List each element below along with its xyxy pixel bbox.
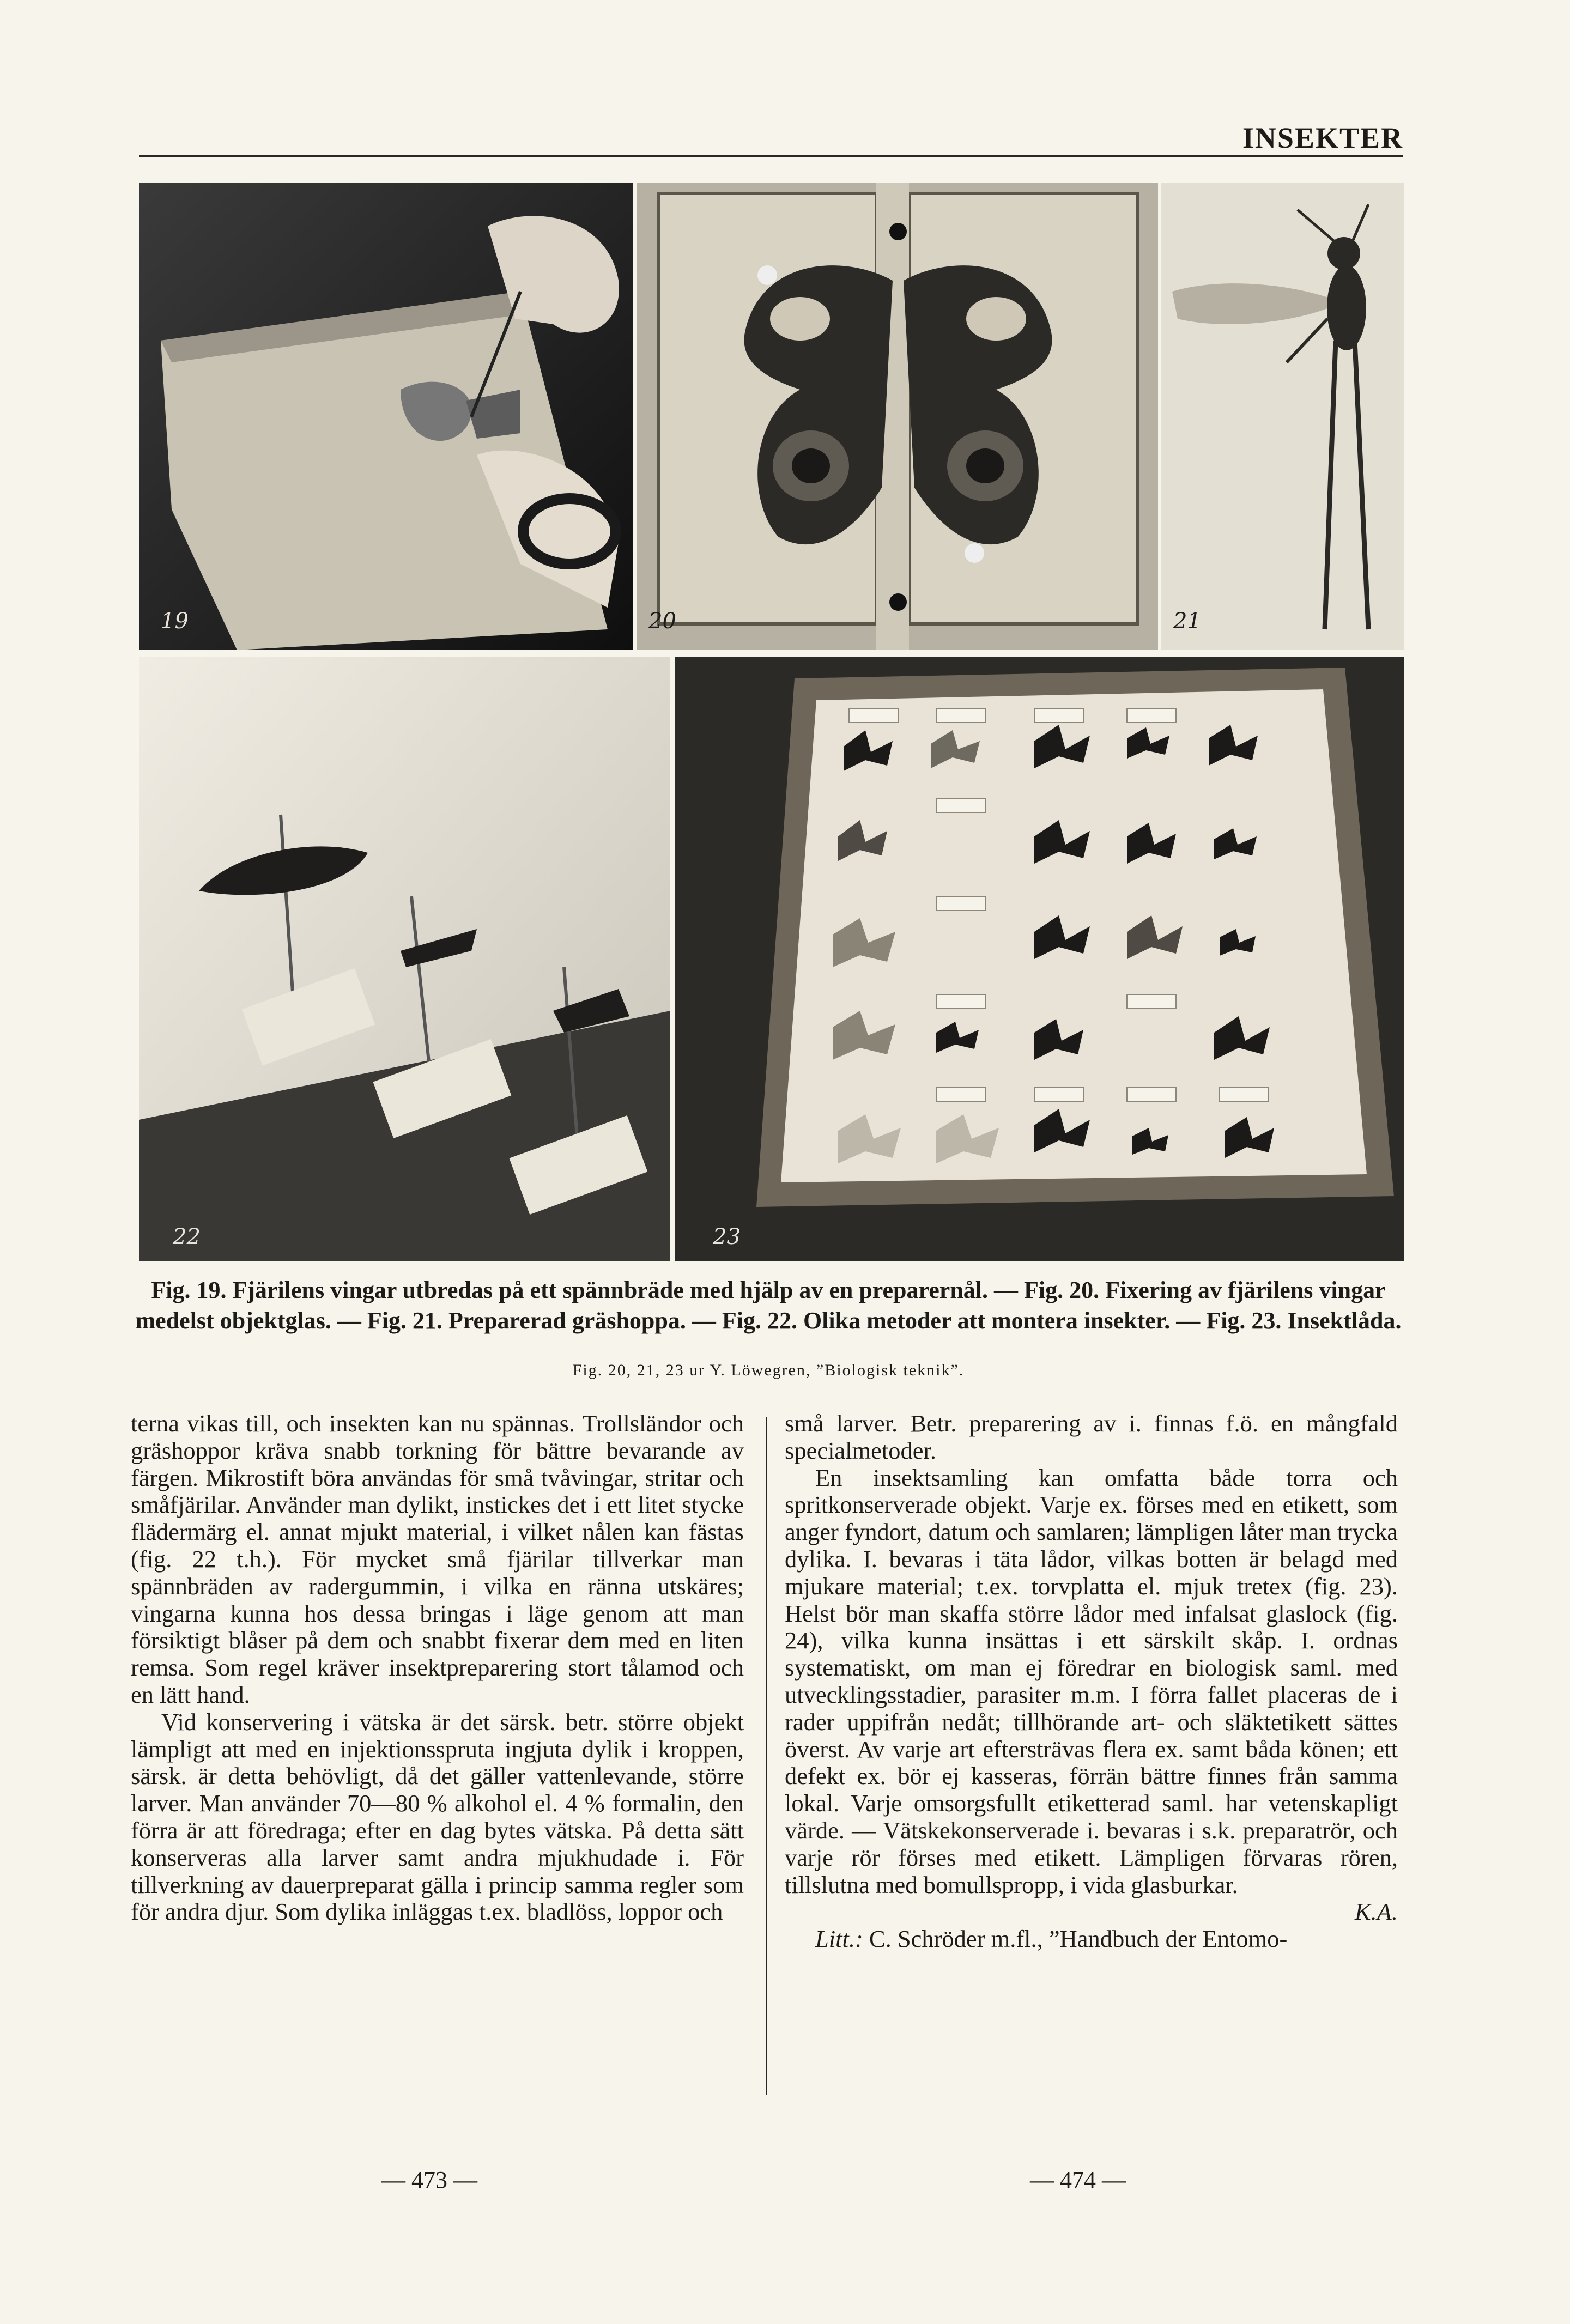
figure-22 <box>139 657 670 1261</box>
figure-20-image <box>637 183 1158 650</box>
author-signature: K.A. <box>1354 1898 1398 1926</box>
figure-23 <box>675 657 1404 1261</box>
right-paragraph-2: En insektsamling kan omfatta både torra och spritkonserverade objekt. Varje ex. förses med en etikett, som anger fyndort, datum och samlaren; lämpligen låter man trycka dylika. I. bevaras i täta lådor, vilkas botten är belagd med mjukare material; t.ex. torvplatta el. mjuk tretex (fig. 23). Helst bör man skaffa större lådor med infalsat glaslock (fig. 24), vilka kunna insättas i ett särskilt skåp. I. ordnas systematiskt, om man ej föredrar en biologisk saml. med utvecklingsstadier, parasiter m.m. I förra fallet placeras de i rader uppifrån nedåt; tillhörande art- och släktetikett sättes överst. Av varje art eftersträvas flera ex. samt båda könen; ett defekt ex. bör ej kasseras, förrän bättre finnes från samma lokal. Varje omsorgsfullt etiketterad saml. har vetenskapligt värde. — Vätskekonserverade i. bevaras i s.k. preparatrör, och varje rör förses med etikett. Lämpligen förvaras rören, tillslutna med bomullspropp, i vida glasburkar. <box>785 1464 1398 1898</box>
figure-21-image <box>1161 183 1404 650</box>
figure-21 <box>1161 183 1404 650</box>
page-number-left: — 473 — <box>381 2167 477 2193</box>
column-divider <box>766 1417 767 2095</box>
figure-credit: Fig. 20, 21, 23 ur Y. Löwegren, ”Biologisk teknik”. <box>572 1361 965 1379</box>
figure-19 <box>139 183 633 650</box>
figure-19-image <box>139 183 633 650</box>
page-number-right: — 474 — <box>1030 2167 1126 2193</box>
right-column <box>785 1410 1398 1953</box>
figure-20 <box>637 183 1158 650</box>
figure-23-image <box>675 657 1404 1261</box>
literature-label: Litt.: <box>815 1925 863 1953</box>
right-paragraph-1: små larver. Betr. preparering av i. finnas f.ö. en mångfald specialmetoder. <box>785 1410 1398 1464</box>
literature-reference <box>785 1926 1398 1953</box>
figure-21-number: 21 <box>1173 609 1201 634</box>
figure-20-number: 20 <box>648 609 676 634</box>
figure-19-number: 19 <box>161 609 189 634</box>
left-paragraph-2: Vid konservering i vätska är det särsk. betr. större objekt lämpligt att med en injektionsspruta ingjuta dylik i kroppen, särsk. är detta behövligt, då det gäller vattenlevande, större larver. Man använder 70—80 % alkohol el. 4 % formalin, den förra är att föredraga; efter en dag bytes vätska. På detta sätt konserveras alla larver samt andra mjukhudade i. För tillverkning av dauerpreparat gälla i princip samma regler som för andra djur. Som dylika inläggas t.ex. bladlöss, loppor och <box>131 1708 744 1926</box>
literature-text: C. Schröder m.fl., ”Handbuch der Entomo- <box>869 1925 1288 1953</box>
figure-22-number: 22 <box>173 1224 201 1249</box>
figure-23-number: 23 <box>713 1224 741 1249</box>
running-head: INSEKTER <box>1242 122 1403 154</box>
figure-22-image <box>139 657 670 1261</box>
left-paragraph-1: terna vikas till, och insekten kan nu spännas. Trollsländor och gräshoppor kräva snabb torkning för bättre bevarande av färgen. Mikrostift böra användas för små tvåvingar, stritar och småfjärilar. Använder man dylikt, instickes det i ett litet stycke flädermärg el. annat mjukt material, i vilket nålen kan fästas (fig. 22 t.h.). För mycket små fjärilar tillverkar man spännbräden av radergummin, i vilka en ränna utskäres; vingarna kunna hos dessa bringas i läge genom att man försiktigt blåser på dem och snabbt fixerar dem med en liten remsa. Som regel kräver insektpreparering stort tålamod och en lätt hand. <box>131 1410 744 1708</box>
header-rule <box>139 155 1403 157</box>
figure-caption: Fig. 19. Fjärilens vingar utbredas på ett spännbräde med hjälp av en preparernål. — Fig. 20. Fixering av fjärilens vingar medelst objektglas. — Fig. 21. Preparerad gräshoppa. — Fig. 22. Olika metoder att montera insekter. — Fig. 23. Insektlåda. <box>135 1277 1402 1334</box>
left-column <box>131 1410 744 1926</box>
